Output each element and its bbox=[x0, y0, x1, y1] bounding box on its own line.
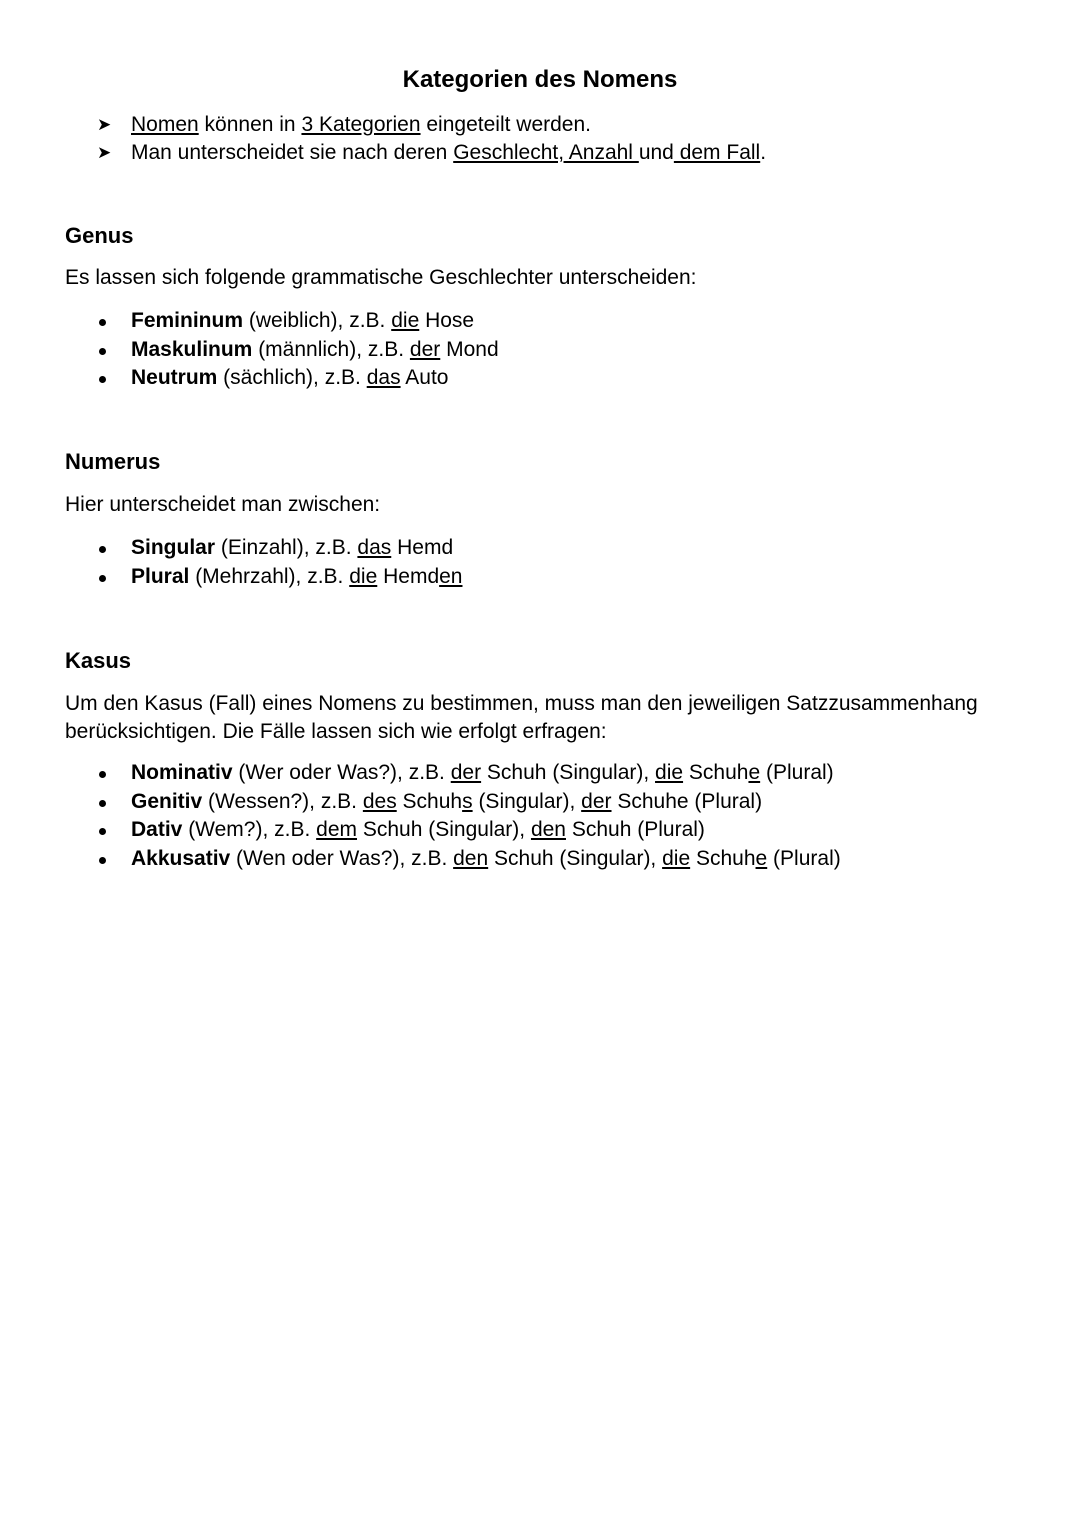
bullet-dot-icon bbox=[99, 319, 106, 326]
kasus-heading: Kasus bbox=[65, 648, 132, 673]
kasus-list bbox=[95, 759, 841, 874]
article: des bbox=[362, 789, 397, 813]
genus-intro-text: Es lassen sich folgende grammatische Geschlechter unterscheiden: bbox=[65, 266, 697, 289]
article: die bbox=[662, 847, 691, 871]
intro-text: dem Fall bbox=[673, 141, 761, 164]
number-label: (Singular), bbox=[422, 818, 531, 842]
example-word: Schuhe bbox=[611, 789, 689, 813]
article: der bbox=[450, 761, 482, 784]
kasus-intro-text: Um den Kasus (Fall) eines Nomens zu bestimmen, muss man den jeweiligen Satzzusammenhang berücksichtigen. Die Fälle lassen sich wie erfolgt erfragen: bbox=[65, 692, 978, 743]
intro-list bbox=[95, 111, 766, 167]
list-item bbox=[95, 534, 462, 563]
term: Maskulinum bbox=[131, 337, 253, 361]
intro-text: Nomen bbox=[131, 113, 199, 136]
example-word: Schuh bbox=[481, 761, 547, 784]
article: das bbox=[357, 536, 392, 559]
number-label: (Singular), bbox=[553, 847, 663, 871]
example-word: Schuh bbox=[690, 847, 756, 871]
term: Genitiv bbox=[131, 789, 203, 813]
number-label: (Singular), bbox=[546, 761, 656, 784]
article: das bbox=[366, 366, 401, 390]
list-item bbox=[95, 563, 462, 592]
intro-text: eingeteilt werden. bbox=[420, 113, 591, 136]
numerus-list bbox=[95, 534, 462, 591]
example-word: Schuh bbox=[357, 818, 423, 842]
bullet-dot-icon bbox=[99, 348, 106, 355]
term: Plural bbox=[131, 564, 190, 588]
list-item bbox=[95, 816, 841, 845]
ending: en bbox=[439, 564, 463, 588]
example-word: Mond bbox=[440, 337, 499, 361]
numerus-intro-text: Hier unterscheidet man zwischen: bbox=[65, 493, 381, 516]
description: (weiblich), z.B. bbox=[243, 309, 392, 332]
bullet-dot-icon bbox=[99, 828, 106, 835]
term: Dativ bbox=[131, 818, 183, 842]
document-title: Kategorien des Nomens bbox=[402, 66, 678, 93]
intro-text: Man unterscheidet sie nach deren bbox=[131, 141, 454, 164]
ending: s bbox=[462, 789, 473, 813]
list-item bbox=[95, 307, 499, 336]
description: (sächlich), z.B. bbox=[217, 366, 367, 390]
intro-text: 3 Kategorien bbox=[301, 113, 421, 136]
example-word: Auto bbox=[400, 366, 449, 390]
bullet-dot-icon bbox=[99, 857, 106, 864]
article: die bbox=[349, 564, 378, 588]
article: die bbox=[655, 761, 684, 784]
article: der bbox=[581, 789, 612, 813]
description: (Mehrzahl), z.B. bbox=[189, 564, 350, 588]
bullet-dot-icon bbox=[99, 800, 106, 807]
bullet-dot-icon bbox=[99, 376, 106, 383]
question: (Wer oder Was?), z.B. bbox=[232, 761, 451, 784]
description: (männlich), z.B. bbox=[252, 337, 410, 361]
list-item bbox=[95, 845, 841, 874]
number-label: (Singular), bbox=[472, 789, 582, 813]
list-item bbox=[95, 364, 499, 393]
list-item bbox=[95, 336, 499, 365]
intro-text: . bbox=[760, 141, 767, 164]
intro-item bbox=[95, 111, 766, 139]
numerus-heading: Numerus bbox=[65, 449, 161, 474]
example-word: Schuh bbox=[566, 818, 632, 842]
arrow-bullet-icon: ➤ bbox=[97, 115, 112, 134]
example-word: Hose bbox=[419, 309, 475, 332]
genus-heading: Genus bbox=[65, 223, 134, 248]
list-item bbox=[95, 788, 841, 817]
question: (Wen oder Was?), z.B. bbox=[230, 847, 454, 871]
term: Akkusativ bbox=[131, 847, 231, 871]
article: den bbox=[453, 847, 489, 871]
example-word: Hemd bbox=[391, 536, 454, 559]
intro-text: können in bbox=[198, 113, 302, 136]
example-word: Hemd bbox=[377, 564, 440, 588]
article: der bbox=[409, 337, 441, 361]
intro-text: und bbox=[638, 141, 674, 164]
description: (Einzahl), z.B. bbox=[215, 536, 358, 559]
number-label: (Plural) bbox=[760, 761, 834, 784]
example-word: Schuh bbox=[488, 847, 554, 871]
question: (Wem?), z.B. bbox=[182, 818, 317, 842]
question: (Wessen?), z.B. bbox=[202, 789, 363, 813]
example-word: Schuh bbox=[396, 789, 463, 813]
arrow-bullet-icon: ➤ bbox=[97, 143, 112, 162]
article: die bbox=[391, 309, 420, 332]
genus-list bbox=[95, 307, 499, 393]
example-word: Schuh bbox=[683, 761, 749, 784]
number-label: (Plural) bbox=[631, 818, 705, 842]
bullet-dot-icon bbox=[99, 771, 106, 778]
bullet-dot-icon bbox=[99, 575, 106, 582]
number-label: (Plural) bbox=[767, 847, 841, 871]
intro-item bbox=[95, 139, 766, 167]
bullet-dot-icon bbox=[99, 546, 106, 553]
article: dem bbox=[316, 818, 358, 842]
term: Singular bbox=[131, 536, 216, 559]
intro-text: Geschlecht, Anzahl bbox=[453, 141, 639, 164]
ending: e bbox=[748, 761, 761, 784]
term: Nominativ bbox=[131, 761, 233, 784]
number-label: (Plural) bbox=[688, 789, 763, 813]
list-item bbox=[95, 759, 841, 788]
term: Femininum bbox=[131, 309, 244, 332]
article: den bbox=[530, 818, 566, 842]
ending: e bbox=[755, 847, 768, 871]
term: Neutrum bbox=[131, 366, 218, 390]
